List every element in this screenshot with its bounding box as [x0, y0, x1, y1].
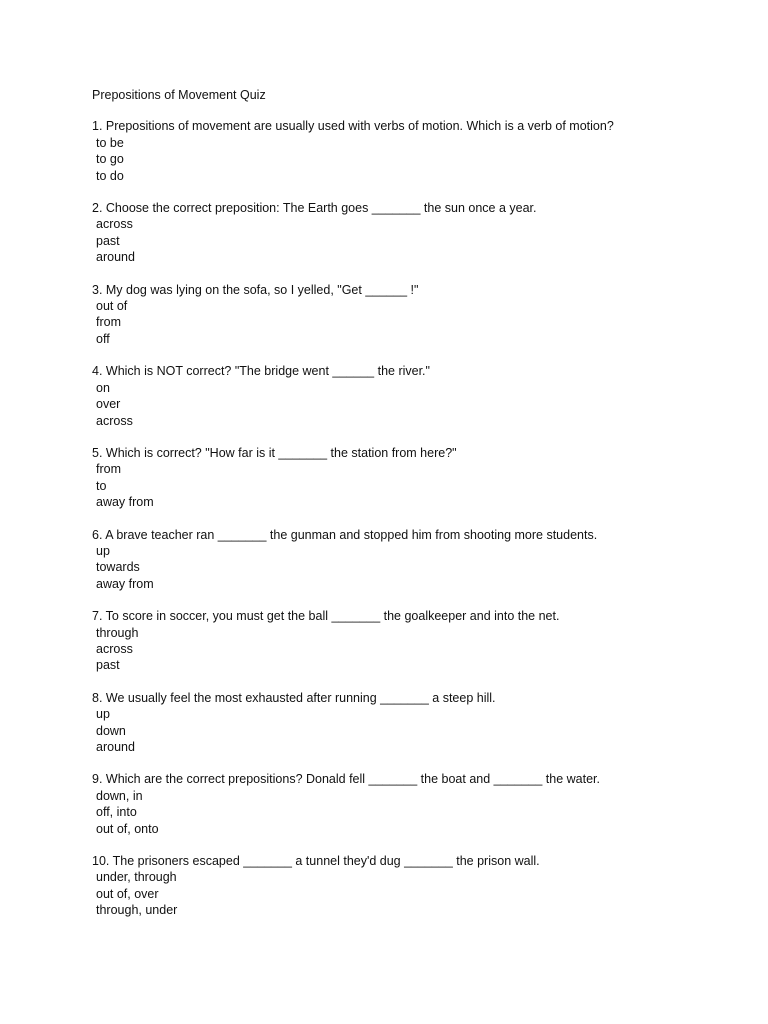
answer-options [92, 543, 732, 592]
answer-option: down [96, 723, 126, 738]
answer-option: under, through [96, 870, 177, 885]
answer-option: down, in [96, 788, 143, 803]
question-8 [92, 690, 732, 756]
question-text: 2. Choose the correct preposition: The Earth goes _______ the sun once a year. [92, 201, 537, 216]
quiz-document [92, 87, 732, 935]
answer-options [92, 706, 732, 755]
answer-option: past [96, 658, 120, 673]
answer-option: around [96, 740, 135, 754]
answer-option: across [96, 413, 133, 428]
answer-options [92, 788, 732, 837]
answer-option: to do [96, 168, 124, 183]
answer-option: on [96, 380, 110, 395]
answer-option: to go [96, 152, 124, 167]
answer-options [92, 135, 732, 184]
answer-option: off [96, 331, 110, 346]
answer-options [92, 298, 732, 347]
answer-options [92, 625, 732, 674]
answer-options [92, 380, 732, 429]
question-text: 6. A brave teacher ran _______ the gunman and stopped him from shooting more students. [92, 527, 598, 542]
answer-option: through [96, 625, 139, 640]
question-6 [92, 527, 732, 593]
answer-option: out of, onto [96, 821, 159, 836]
question-10 [92, 853, 732, 919]
answer-option: out of, over [96, 886, 159, 901]
answer-option: up [96, 543, 110, 558]
answer-option: from [96, 462, 121, 477]
answer-option: towards [96, 560, 140, 575]
question-9 [92, 771, 732, 837]
answer-option: past [96, 233, 120, 248]
question-text: 9. Which are the correct prepositions? Donald fell _______ the boat and _______ the water. [92, 772, 600, 787]
answer-option: up [96, 707, 110, 722]
answer-option: through, under [96, 903, 178, 918]
question-text: 3. My dog was lying on the sofa, so I yelled, "Get ______ !" [92, 282, 419, 297]
question-text: 10. The prisoners escaped _______ a tunnel they'd dug _______ the prison wall. [92, 854, 540, 869]
question-1 [92, 118, 732, 184]
question-5 [92, 445, 732, 511]
answer-option: away from [96, 576, 154, 591]
question-3 [92, 282, 732, 348]
answer-option: off, into [96, 805, 137, 820]
answer-option: away from [96, 495, 154, 510]
answer-option: to be [96, 135, 124, 150]
answer-option: across [96, 217, 133, 232]
question-4 [92, 363, 732, 429]
question-text: 7. To score in soccer, you must get the ball _______ the goalkeeper and into the net. [92, 609, 560, 624]
answer-option: from [96, 315, 121, 330]
question-text: 1. Prepositions of movement are usually used with verbs of motion. Which is a verb of motion? [92, 119, 614, 134]
question-text: 8. We usually feel the most exhausted after running _______ a steep hill. [92, 690, 496, 705]
question-text: 5. Which is correct? "How far is it _______ the station from here?" [92, 445, 457, 460]
answer-options [92, 869, 732, 918]
answer-option: to [96, 478, 107, 493]
quiz-title: Prepositions of Movement Quiz [92, 88, 266, 102]
answer-options [92, 461, 732, 510]
answer-option: across [96, 641, 133, 656]
answer-option: around [96, 250, 135, 265]
question-7 [92, 608, 732, 674]
question-text: 4. Which is NOT correct? "The bridge went ______ the river." [92, 364, 430, 379]
answer-option: over [96, 397, 121, 412]
answer-options [92, 216, 732, 265]
answer-option: out of [96, 299, 128, 314]
question-2 [92, 200, 732, 266]
